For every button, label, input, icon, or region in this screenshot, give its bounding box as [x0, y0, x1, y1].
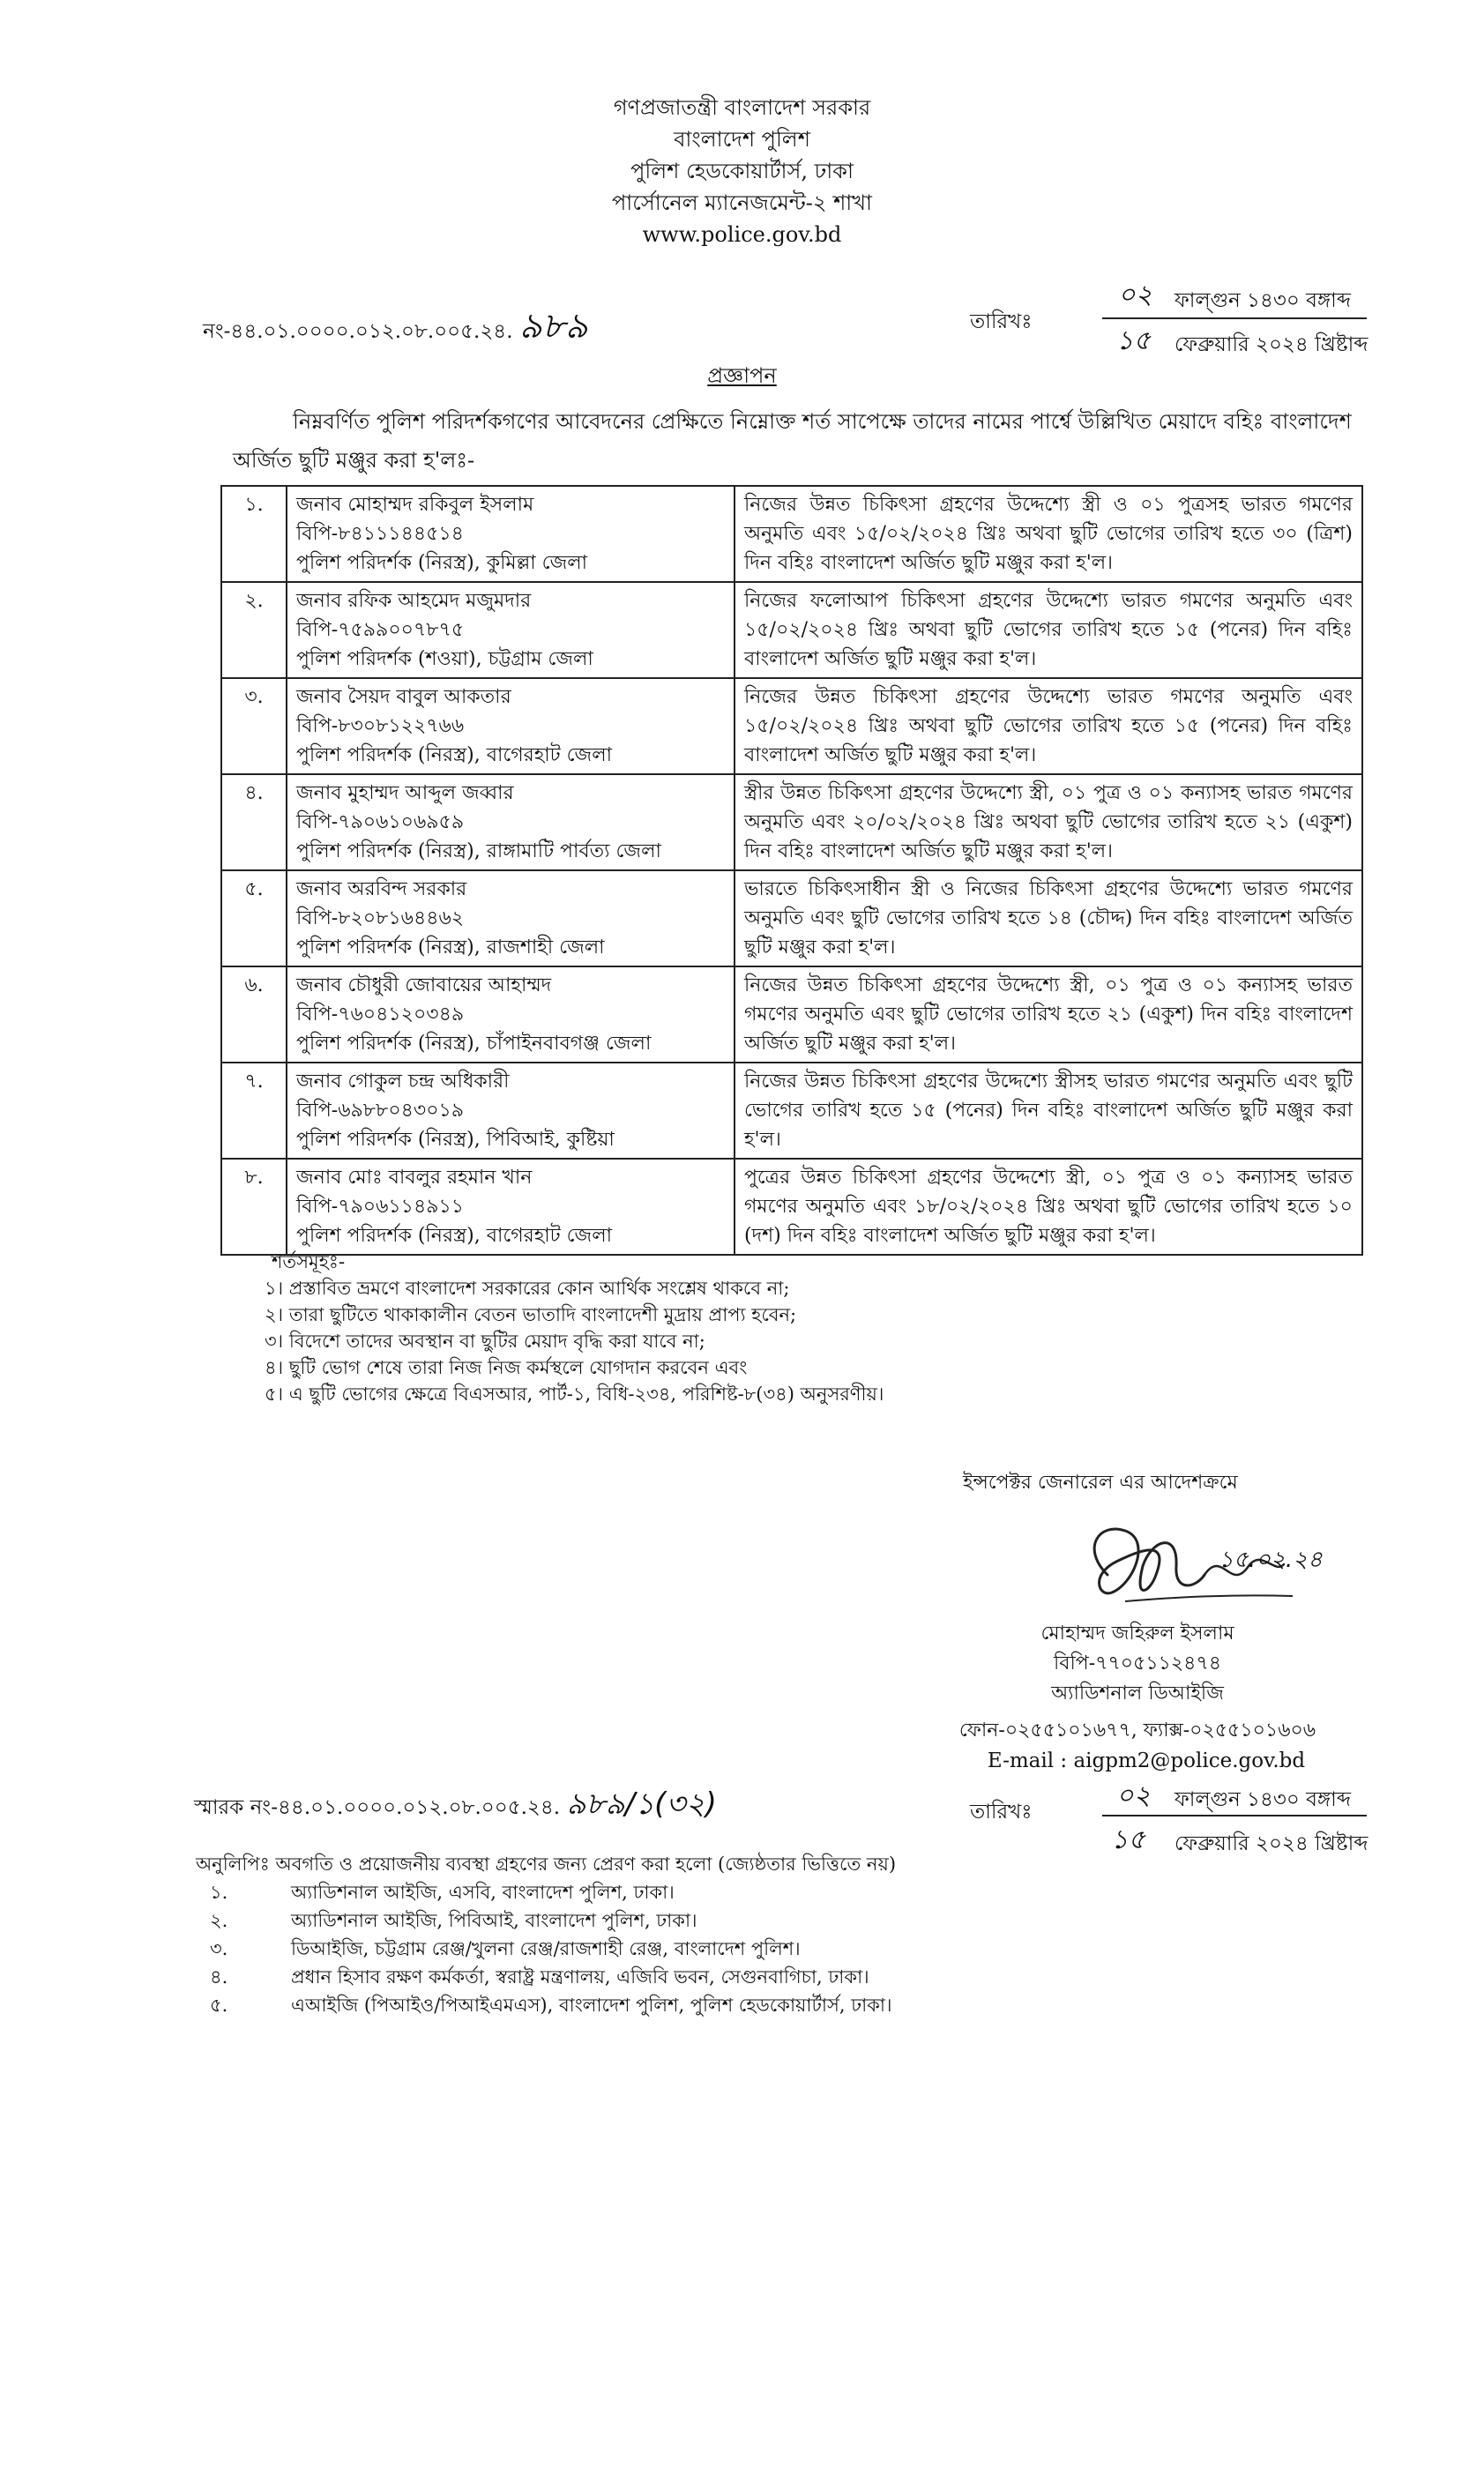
row-serial: ৫.	[221, 870, 287, 966]
copy-text: এআইজি (পিআইও/পিআইএমএস), বাংলাদেশ পুলিশ, পুলিশ হেডকোয়ার্টার্স, ঢাকা।	[291, 1995, 892, 2016]
officer-post: পুলিশ পরিদর্শক (নিরস্ত্র), চাঁপাইনবাবগঞ্জ জেলা	[296, 1033, 652, 1055]
table-row	[221, 1159, 1362, 1255]
table-row	[221, 870, 1362, 966]
copy-text: প্রধান হিসাব রক্ষণ কর্মকর্তা, স্বরাষ্ট্র মন্ত্রণালয়, এজিবি ভবন, সেগুনবাগিচা, ঢাকা।	[291, 1966, 869, 1988]
copy-item	[196, 1906, 896, 1935]
date-label: তারিখঃ	[970, 1801, 1033, 1824]
website: www.police.gov.bd	[642, 222, 842, 247]
memo-prefix: স্মারক নং-৪৪.০১.০০০০.০১২.০৮.০০৫.২৪.	[194, 1796, 561, 1819]
row-details: স্ত্রীর উন্নত চিকিৎসা গ্রহণের উদ্দেশ্যে স্ত্রী, ০১ পুত্র ও ০১ কন্যাসহ ভারত গমণের অনুমতি এবং ২০/০২/২০২৪ খ্রিঃ অথবা ছুটি ভোগের তারিখ হতে ২১ (একুশ) দিন বহিঃ বাংলাদেশ অর্জিত ছুটি মঞ্জুর করা হ'ল।	[735, 774, 1362, 870]
branch-name: পার্সোনেল ম্যানেজমেন্ট-২ শাখা	[612, 190, 872, 215]
dept-name: বাংলাদেশ পুলিশ	[674, 127, 810, 152]
officer-post: পুলিশ পরিদর্শক (নিরস্ত্র), রাঙ্গামাটি পার্বত্য জেলা	[296, 840, 661, 862]
row-officer	[287, 774, 735, 870]
officer-name: জনাব মোঃ বাবলুর রহমান খান	[296, 1167, 533, 1189]
officer-bp: বিপি-৭৫৯৯০০৭৮৭৫	[296, 619, 465, 641]
row-details: ভারতে চিকিৎসাধীন স্ত্রী ও নিজের চিকিৎসা গ্রহণের উদ্দেশ্যে ভারত গমণের অনুমতি এবং ছুটি ভোগের তারিখ হতে ১৪ (চৌদ্দ) দিন বহিঃ বাংলাদেশ অর্জিত ছুটি মঞ্জুর করা হ'ল।	[735, 870, 1362, 966]
intro-paragraph: নিম্নবর্ণিত পুলিশ পরিদর্শকগণের আবেদনের প্রেক্ষিতে নিম্নোক্ত শর্ত সাপেক্ষে তাদের নামের পার্শ্বে উল্লিখিত মেয়াদে বহিঃ বাংলাদেশ অর্জিত ছুটি মঞ্জুর করা হ'লঃ-	[233, 409, 1352, 473]
row-details: নিজের উন্নত চিকিৎসা গ্রহণের উদ্দেশ্যে স্ত্রীসহ ভারত গমণের অনুমতি এবং ছুটি ভোগের তারিখ হতে ১৫ (পনের) দিন বহিঃ বাংলাদেশ অর্জিত ছুটি মঞ্জুর করা হ'ল।	[735, 1063, 1362, 1159]
officer-post: পুলিশ পরিদর্শক (নিরস্ত্র), পিবিআই, কুষ্টিয়া	[296, 1129, 615, 1151]
condition-item: ২। তারা ছুটিতে থাকাকালীন বেতন ভাতাদি বাংলাদেশী মুদ্রায় প্রাপ্য হবেন;	[265, 1304, 797, 1325]
copy-num: ৪.	[210, 1966, 228, 1988]
officer-name: জনাব অরবিন্দ সরকার	[296, 878, 467, 900]
copy-item	[196, 1963, 896, 1991]
condition-item: ৫। এ ছুটি ভোগের ক্ষেত্রে বিএসআর, পার্ট-১, বিধি-২৩৪, পরিশিষ্ট-৮(৩৪) অনুসরণীয়।	[265, 1384, 884, 1405]
letterhead	[0, 92, 1484, 250]
signatory-name: মোহাম্মদ জহিরুল ইসলাম	[1040, 1622, 1234, 1645]
memo-handwritten: ৯৮৯/১(৩২)	[566, 1786, 717, 1822]
english-day: ১৫	[1116, 325, 1151, 356]
leave-table	[220, 485, 1363, 1256]
row-serial: ৬.	[221, 966, 287, 1063]
bangla-day: ০২	[1116, 1780, 1152, 1811]
row-officer	[287, 1063, 735, 1159]
row-officer	[287, 582, 735, 678]
reference-handwritten: ৯৮৯	[518, 306, 588, 347]
copy-text: ডিআইজি, চট্টগ্রাম রেঞ্জ/খুলনা রেঞ্জ/রাজশাহী রেঞ্জ, বাংলাদেশ পুলিশ।	[291, 1938, 801, 1959]
officer-bp: বিপি-৭৬০৪১২০৩৪৯	[296, 1003, 465, 1026]
govt-name: গণপ্রজাতন্ত্রী বাংলাদেশ সরকার	[613, 95, 871, 120]
officer-post: পুলিশ পরিদর্শক (নিরস্ত্র), বাগেরহাট জেলা	[296, 1225, 613, 1247]
officer-bp: বিপি-৮৪১১১৪৪৫১৪	[296, 523, 464, 545]
memo-number	[194, 1781, 717, 1831]
officer-name: জনাব মোহাম্মদ রকিবুল ইসলাম	[296, 494, 534, 516]
reference-number	[203, 298, 588, 357]
reference-prefix: নং-৪৪.০১.০০০০.০১২.০৮.০০৫.২৪.	[203, 320, 513, 343]
officer-bp: বিপি-৮৩০৮১২২৭৬৬	[296, 715, 465, 737]
copy-text: অ্যাডিশনাল আইজি, পিবিআই, বাংলাদেশ পুলিশ, ঢাকা।	[291, 1910, 697, 1931]
row-serial: ৭.	[221, 1063, 287, 1159]
condition-item: ৪। ছুটি ভোগ শেষে তারা নিজ নিজ কর্মস্থলে যোগদান করবেন এবং	[265, 1357, 748, 1378]
row-serial: ১.	[221, 486, 287, 582]
officer-post: পুলিশ পরিদর্শক (নিরস্ত্র), বাগেরহাট জেলা	[296, 744, 613, 766]
signatory-email: E-mail : aigpm2@police.gov.bd	[987, 1749, 1306, 1772]
officer-bp: বিপি-৬৯৮৮০৪৩০১৯	[296, 1100, 465, 1122]
officer-bp: বিপি-৭৯০৬১০৬৯৫৯	[296, 811, 465, 833]
officer-name: জনাব রফিক আহমেদ মজুমদার	[296, 590, 532, 612]
table-row	[221, 678, 1362, 774]
copy-num: ৩.	[210, 1938, 228, 1959]
officer-name: জনাব চৌধুরী জোবায়ের আহাম্মদ	[296, 974, 552, 996]
bangla-date: ফাল্গুন ১৪৩০ বঙ্গাব্দ	[1175, 289, 1351, 312]
bangla-day: ০২	[1118, 280, 1153, 310]
officer-bp: বিপি-৮২০৮১৬৪৪৬২	[296, 907, 465, 929]
english-date: ফেব্রুয়ারি ২০২৪ খ্রিষ্টাব্দ	[1175, 1832, 1368, 1855]
row-officer	[287, 486, 735, 582]
row-serial: ৩.	[221, 678, 287, 774]
row-officer	[287, 870, 735, 966]
officer-post: পুলিশ পরিদর্শক (নিরস্ত্র), রাজশাহী জেলা	[296, 936, 605, 959]
row-officer	[287, 678, 735, 774]
row-details: নিজের উন্নত চিকিৎসা গ্রহণের উদ্দেশ্যে স্ত্রী, ০১ পুত্র ও ০১ কন্যাসহ ভারত গমণের অনুমতি এবং ছুটি ভোগের তারিখ হতে ২১ (একুশ) দিন বহিঃ বাংলাদেশ অর্জিত ছুটি মঞ্জুর করা হ'ল।	[735, 966, 1362, 1063]
date-block-top	[970, 280, 1384, 358]
copies-heading: অনুলিপিঃ অবগতি ও প্রয়োজনীয় ব্যবস্থা গ্রহণের জন্য প্রেরণ করা হলো (জ্যেষ্ঠতার ভিত্তিতে নয়)	[196, 1854, 897, 1875]
copy-item	[196, 1991, 896, 2019]
copy-text: অ্যাডিশনাল আইজি, এসবি, বাংলাদেশ পুলিশ, ঢাকা।	[291, 1882, 675, 1903]
row-details: নিজের ফলোআপ চিকিৎসা গ্রহণের উদ্দেশ্যে ভারত গমণের অনুমতি এবং ১৫/০২/২০২৪ খ্রিঃ অথবা ছুটি ভোগের তারিখ হতে ১৫ (পনের) দিন বহিঃ বাংলাদেশ অর্জিত ছুটি মঞ্জুর করা হ'ল।	[735, 582, 1362, 678]
copies	[196, 1850, 896, 2019]
signatory-phone: ফোন-০২৫৫১০১৬৭৭, ফ্যাক্স-০২৫৫১০১৬০৬	[958, 1719, 1316, 1742]
copy-num: ১.	[210, 1882, 228, 1903]
date-block-bottom	[970, 1779, 1384, 1857]
signatory-designation: অ্যাডিশনাল ডিআইজি	[1051, 1682, 1224, 1704]
officer-name: জনাব গোকুল চন্দ্র অধিকারী	[296, 1070, 510, 1093]
conditions-heading: শর্তসমূহঃ-	[272, 1251, 346, 1272]
officer-post: পুলিশ পরিদর্শক (শওয়া), চট্টগ্রাম জেলা	[296, 648, 593, 670]
officer-name: জনাব সৈয়দ বাবুল আকতার	[296, 686, 511, 708]
copy-num: ২.	[210, 1910, 228, 1931]
row-officer	[287, 1159, 735, 1255]
bangla-date: ফাল্গুন ১৪৩০ বঙ্গাব্দ	[1175, 1788, 1351, 1811]
table-row	[221, 486, 1362, 582]
english-day: ১৫	[1111, 1824, 1145, 1855]
table-row	[221, 966, 1362, 1063]
row-serial: ৪.	[221, 774, 287, 870]
condition-item: ১। প্রস্তাবিত ভ্রমণে বাংলাদেশ সরকারের কোন আর্থিক সংশ্লেষ থাকবে না;	[265, 1278, 790, 1299]
row-officer	[287, 966, 735, 1063]
table-row	[221, 582, 1362, 678]
date-label: তারিখঃ	[970, 310, 1033, 333]
signatory-bp: বিপি-৭৭০৫১১২৪৭৪	[1053, 1652, 1222, 1675]
row-details: নিজের উন্নত চিকিৎসা গ্রহণের উদ্দেশ্যে ভারত গমণের অনুমতি এবং ১৫/০২/২০২৪ খ্রিঃ অথবা ছুটি ভোগের তারিখ হতে ১৫ (পনের) দিন বহিঃ বাংলাদেশ অর্জিত ছুটি মঞ্জুর করা হ'ল।	[735, 678, 1362, 774]
copy-item	[196, 1935, 896, 1963]
date-divider	[1102, 1815, 1367, 1816]
copy-num: ৫.	[210, 1995, 228, 2016]
notice-title: প্রজ্ঞাপন	[707, 363, 777, 388]
english-date: ফেব্রুয়ারি ২০২৪ খ্রিষ্টাব্দ	[1175, 333, 1368, 356]
officer-name: জনাব মুহাম্মদ আব্দুল জব্বার	[296, 782, 514, 804]
row-details: নিজের উন্নত চিকিৎসা গ্রহণের উদ্দেশ্যে স্ত্রী ও ০১ পুত্রসহ ভারত গমণের অনুমতি এবং ১৫/০২/২০২৪ খ্রিঃ অথবা ছুটি ভোগের তারিখ হতে ৩০ (ত্রিশ) দিন বহিঃ বাংলাদেশ অর্জিত ছুটি মঞ্জুর করা হ'ল।	[735, 486, 1362, 582]
signature-date: ১৫.০২.২৪	[1219, 1547, 1323, 1573]
table-row	[221, 774, 1362, 870]
row-serial: ৮.	[221, 1159, 287, 1255]
conditions	[265, 1249, 884, 1407]
officer-post: পুলিশ পরিদর্শক (নিরস্ত্র), কুমিল্লা জেলা	[296, 552, 588, 574]
condition-item: ৩। বিদেশে তাদের অবস্থান বা ছুটির মেয়াদ বৃদ্ধি করা যাবে না;	[265, 1331, 705, 1352]
leave-table-body	[221, 486, 1362, 1255]
officer-bp: বিপি-৭৯০৬১১৪৯১১	[296, 1196, 465, 1218]
row-serial: ২.	[221, 582, 287, 678]
office-name: পুলিশ হেডকোয়ার্টার্স, ঢাকা	[630, 159, 854, 183]
signatory-block	[899, 1619, 1376, 1776]
order-line: ইন্সপেক্টর জেনারেল এর আদেশক্রমে	[963, 1472, 1238, 1494]
row-details: পুত্রের উন্নত চিকিৎসা গ্রহণের উদ্দেশ্যে স্ত্রী, ০১ পুত্র ও ০১ কন্যাসহ ভারত গমণের অনুমতি এবং ১৮/০২/২০২৪ খ্রিঃ অথবা ছুটি ভোগের তারিখ হতে ১০ (দশ) দিন বহিঃ বাংলাদেশ অর্জিত ছুটি মঞ্জুর করা হ'ল।	[735, 1159, 1362, 1255]
copy-item	[196, 1878, 896, 1906]
table-row	[221, 1063, 1362, 1159]
